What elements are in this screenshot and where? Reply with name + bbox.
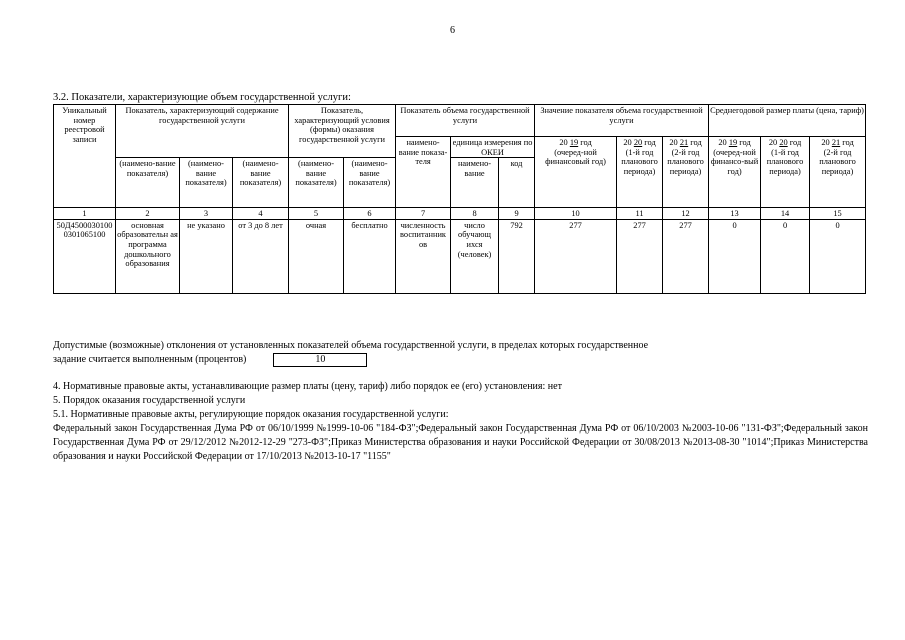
col-number: 15 [810,208,866,220]
cell-fee-2: 0 [761,219,810,293]
header-unit-code: код [499,158,535,208]
header-fee-year-3: 20 21 год (2-й год планового периода) [810,137,866,208]
page-number: 6 [450,25,455,36]
col-number: 4 [233,208,289,220]
section-title: 3.2. Показатели, характеризующие объем государственной услуги: [53,92,351,103]
col-number: 10 [535,208,617,220]
header-sub-1: (наимено-вание показателя) [116,158,180,208]
cell-value-3: 277 [663,219,709,293]
cell-registry-number: 50Д45000301000301065100 [54,219,116,293]
header-sub-4: (наимено-вание показателя) [289,158,344,208]
col-number: 8 [451,208,499,220]
tolerance-line-1: Допустимые (возможные) отклонения от установленных показателей объема государственной услуги, в пределах которых государственное [53,340,649,351]
header-registry: Уникальный номер реестровой записи [54,105,116,208]
col-number: 2 [116,208,180,220]
header-fee-year-2: 20 20 год (1-й год планового периода) [761,137,810,208]
col-number: 3 [180,208,233,220]
cell-unit-code: 792 [499,219,535,293]
cell-unit-name: число обучающ ихся (человек) [451,219,499,293]
header-conditions: Показатель, характеризующий условия (формы) оказания государственной услуги [289,105,396,158]
col-number: 9 [499,208,535,220]
header-sub-3: (наимено-вание показателя) [233,158,289,208]
col-number: 12 [663,208,709,220]
cell-specified: не указано [180,219,233,293]
col-number: 13 [709,208,761,220]
col-number: 7 [396,208,451,220]
header-unit: единица измерения по ОКЕИ [451,137,535,158]
header-sub-2: (наимено-вание показателя) [180,158,233,208]
tolerance-line-2: задание считается выполненным (процентов) [53,354,247,365]
tolerance-block [53,339,865,367]
header-fee-year-1: 20 19 год (очеред-ной финансо-вый год) [709,137,761,208]
col-number: 11 [617,208,663,220]
col-number: 1 [54,208,116,220]
header-unit-name: наимено-вание [451,158,499,208]
col-number: 14 [761,208,810,220]
header-value: Значение показателя объема государственной услуги [535,105,709,137]
tolerance-value-box: 10 [273,353,367,367]
header-volume: Показатель объема государственной услуги [396,105,535,137]
section-5: 5. Порядок оказания государственной услуги [53,395,246,406]
cell-fee-1: 0 [709,219,761,293]
header-sub-5: (наимено-вание показателя) [344,158,396,208]
section-5-1: 5.1. Нормативные правовые акты, регулирующие порядок оказания государственной услуги: [53,409,449,420]
cell-value-2: 277 [617,219,663,293]
header-value-year-3: 20 21 год (2-й год планового периода) [663,137,709,208]
cell-indicator: численность воспитанник ов [396,219,451,293]
cell-form: очная [289,219,344,293]
cell-fee-3: 0 [810,219,866,293]
laws-list: Федеральный закон Государственная Дума РФ от 06/10/1999 №1999-10-06 "184-ФЗ";Федеральный закон Государственная Дума РФ от 06/10/2003 №2003-10-06 "131-ФЗ";Федеральный закон Государственная Дума РФ от 29/12/2012 №2012-12-29 "273-ФЗ";Приказ Министерства образования и науки Российской Федерации от 30/08/2013 №2013-08-30 "1014";Приказ Министерства образования и науки Российской Федерации от 17/10/2013 №2013-10-17 "1155" [53,423,868,462]
cell-age: от 3 до 8 лет [233,219,289,293]
volume-indicators-table [53,104,866,294]
header-content: Показатель, характеризующий содержание государственной услуги [116,105,289,158]
tolerance-line-2-wrap [53,353,865,367]
header-value-year-1: 20 19 год (очеред-ной финансовый год) [535,137,617,208]
cell-program: основная образовательн ая программа дошкольного образования [116,219,180,293]
cell-free: бесплатно [344,219,396,293]
col-number: 6 [344,208,396,220]
table-row [54,219,866,293]
header-indicator-name: наимено-вание показа-теля [396,137,451,208]
cell-value-1: 277 [535,219,617,293]
header-fee: Среднегодовой размер платы (цена, тариф) [709,105,866,137]
header-value-year-2: 20 20 год (1-й год планового периода) [617,137,663,208]
section-4: 4. Нормативные правовые акты, устанавливающие размер платы (цену, тариф) либо порядок ее (его) установления: нет [53,381,562,392]
col-number: 5 [289,208,344,220]
